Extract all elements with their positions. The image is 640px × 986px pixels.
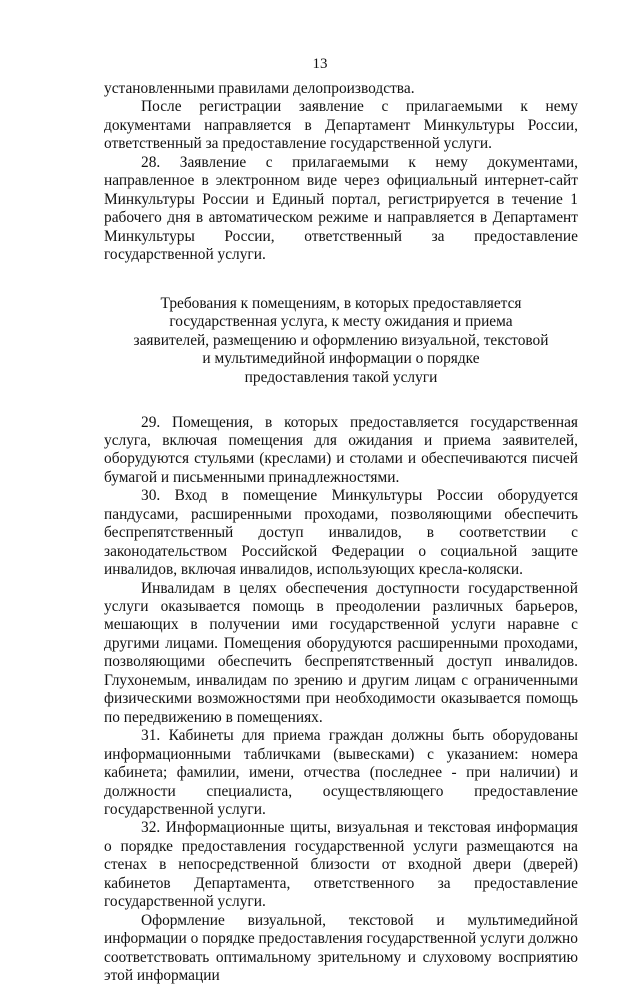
section-heading xyxy=(104,295,578,388)
page-number: 13 xyxy=(312,56,328,72)
heading-line: Требования к помещениям, в которых предоставляется xyxy=(160,294,522,312)
paragraph: 29. Помещения, в которых предоставляется государственная услуга, включая помещения для ожидания и приема заявителей, оборудуются стульями (креслами) и столами и обеспечиваются писчей бумагой и письменными принадлежностями. xyxy=(104,413,578,486)
heading-line: и мультимедийной информации о порядке xyxy=(202,350,480,368)
paragraph: 30. Вход в помещение Минкультуры России оборудуется пандусами, расширенными проходами, позволяющими обеспечить беспрепятственный доступ инвалидов, в соответствии с законодательством Российской Федерации о социальной защите инвалидов, включая инвалидов, использующих кресла-коляски. xyxy=(104,487,578,579)
document-body xyxy=(104,80,578,986)
heading-line: заявителей, размещению и оформлению визуальной, текстовой xyxy=(133,331,549,349)
paragraph: После регистрации заявление с прилагаемыми к нему документами направляется в Департамент Минкультуры России, ответственный за предоставление государственной услуги. xyxy=(104,98,578,153)
paragraph: Инвалидам в целях обеспечения доступности государственной услуги оказывается помощь в преодолении различных барьеров, мешающих в получении ими государственной услуги наравне с другими лицами. Помещения оборудуются расширенными проходами, позволяющими обеспечить беспрепятственный доступ инвалидов. Глухонемым, инвалидам по зрению и другим лицам с ограниченными физическими возможностями при необходимости оказывается помощь по передвижению в помещениях. xyxy=(104,579,578,726)
paragraph: Оформление визуальной, текстовой и мультимедийной информации о порядке предоставления государственной услуги должно соответствовать оптимальному зрительному и слуховому восприятию этой информации xyxy=(104,911,578,985)
heading-line: государственная услуга, к месту ожидания и приема xyxy=(169,313,513,331)
heading-line: предоставления такой услуги xyxy=(244,368,438,386)
paragraphs-before-heading xyxy=(104,80,578,265)
paragraph: 28. Заявление с прилагаемыми к нему документами, направленное в электронном виде через официальный интернет-сайт Минкультуры России и Единый портал, регистрируется в течение 1 рабочего дня в автоматическом режиме и направляется в Департамент Минкультуры России, ответственный за предоставление государственной услуги. xyxy=(104,153,578,264)
paragraphs-after-heading xyxy=(104,414,578,986)
paragraph: 32. Информационные щиты, визуальная и текстовая информация о порядке предоставления государственной услуги размещаются на стенах в непосредственной близости от входной двери (дверей) кабинетов Департамента, ответственного за предоставление государственной услуги. xyxy=(104,819,578,911)
paragraph: установленными правилами делопроизводства. xyxy=(104,80,415,97)
paragraph: 31. Кабинеты для приема граждан должны быть оборудованы информационными табличками (вывесками) с указанием: номера кабинета; фамилии, имени, отчества (последнее - при наличии) и должности специалиста, осуществляющего предоставление государственной услуги. xyxy=(104,727,578,819)
